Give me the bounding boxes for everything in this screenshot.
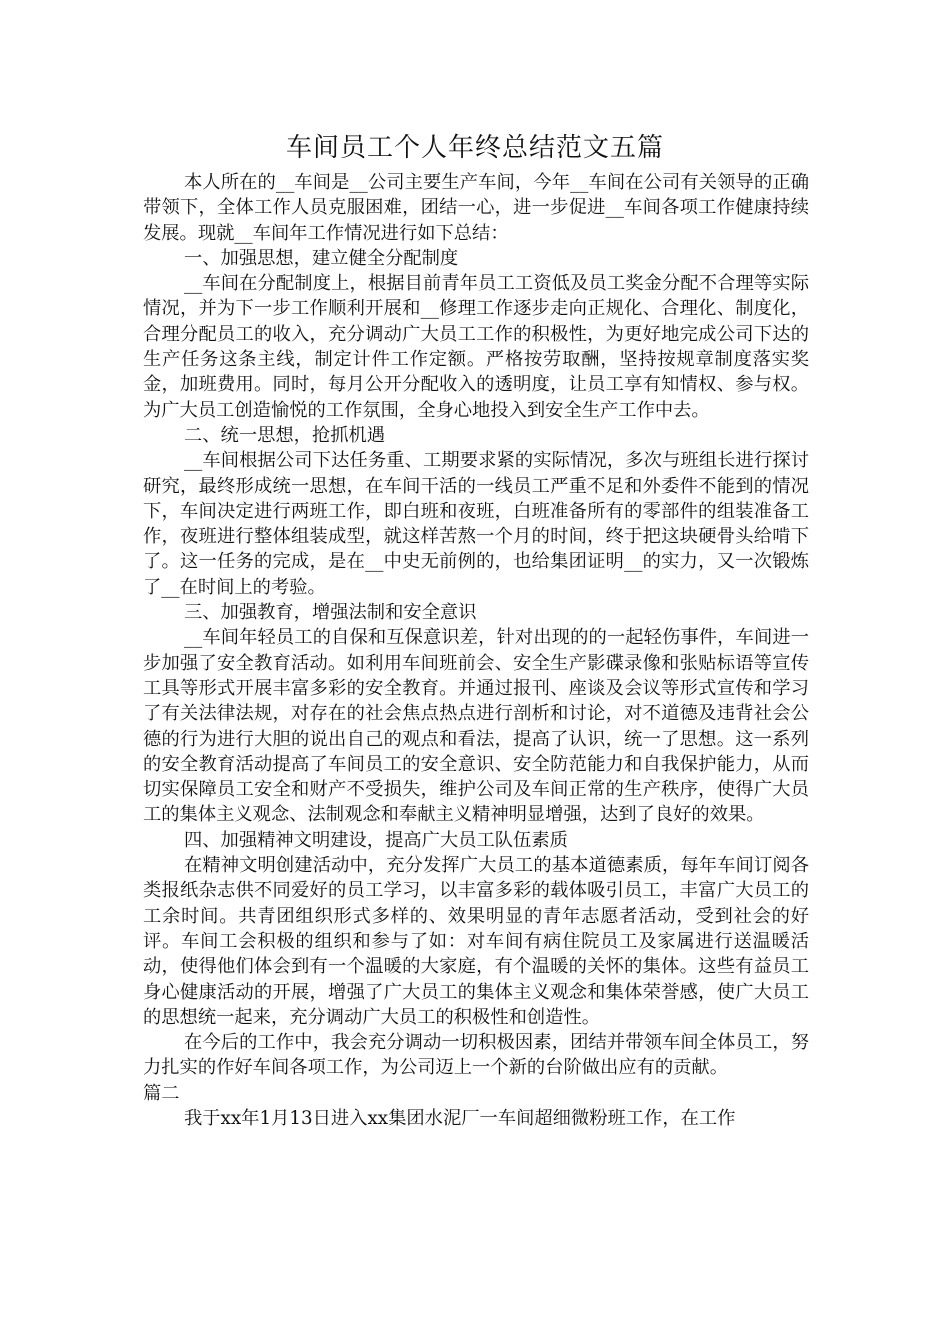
paragraph-section-3: __车间年轻员工的自保和互保意识差，针对出现的的一起轻伤事件，车间进一步加强了安全教育活动。如利用车间班前会、安全生产影碟录像和张贴标语等宣传工具等形式开展丰富多彩的安全教育。并通过报刊、座谈及会议等形式宣传和学习了有关法律法规，对存在的社会焦点热点进行剖析和讨论，对不道德及违背社会公德的行为进行大胆的说出自己的观点和看法，提高了认识，统一了思想。这一系列的安全教育活动提高了车间员工的安全意识、安全防范能力和自我保护能力，从而切实保障员工安全和财产不受损失，维护公司及车间正常的生产秩序，使得广大员工的集体主义观念、法制观念和奉献主义精神明显增强，达到了良好的效果。 (143, 627, 809, 826)
part-heading-2: 篇二 (143, 1082, 180, 1104)
section-heading-1: 一、加强思想，建立健全分配制度 (184, 247, 459, 269)
paragraph-part-2-start: 我于xx年1月13日进入xx集团水泥厂一车间超细微粉班工作，在工作 (184, 1107, 736, 1129)
paragraph-intro: 本人所在的__车间是__公司主要生产车间，今年__车间在公司有关领导的正确带领下，全体工作人员克服困难，团结一心，进一步促进__车间各项工作健康持续发展。现就__车间年工作情况进行如下总结： (143, 172, 809, 244)
section-heading-4: 四、加强精神文明建设，提高广大员工队伍素质 (184, 829, 568, 851)
paragraph-section-1: __车间在分配制度上，根据目前青年员工工资低及员工奖金分配不合理等实际情况，并为下一步工作顺利开展和__修理工作逐步走向正规化、合理化、制度化，合理分配员工的收入，充分调动广大员工工作的积极性，为更好地完成公司下达的生产任务这条主线，制定计件工作定额。严格按劳取酬，坚持按规章制度落实奖金，加班费用。同时，每月公开分配收入的透明度，让员工享有知情权、参与权。为广大员工创造愉悦的工作氛围，全身心地投入到安全生产工作中去。 (143, 273, 809, 421)
section-heading-2: 二、统一思想，抢抓机遇 (184, 424, 386, 446)
section-heading-3: 三、加强教育，增强法制和安全意识 (184, 602, 477, 624)
document-body (143, 170, 809, 1131)
paragraph-section-2: __车间根据公司下达任务重、工期要求紧的实际情况，多次与班组长进行探讨研究，最终形成统一思想，在车间干活的一线员工严重不足和外委件不能到的情况下，车间决定进行两班工作，即白班和夜班，白班准备所有的零部件的组装准备工作，夜班进行整体组装成型，就这样苦熬一个月的时间，终于把这块硬骨头给啃下了。这一任务的完成，是在__中史无前例的，也给集团证明__的实力，又一次锻炼了__在时间上的考验。 (143, 450, 809, 598)
paragraph-section-4: 在精神文明创建活动中，充分发挥广大员工的基本道德素质，每年车间订阅各类报纸杂志供不同爱好的员工学习，以丰富多彩的载体吸引员工，丰富广大员工的工余时间。共青团组织形式多样的、效果明显的青年志愿者活动，受到社会的好评。车间工会积极的组织和参与了如：对车间有病住院员工及家属进行送温暖活动，使得他们体会到有一个温暖的大家庭，有个温暖的关怀的集体。这些有益员工身心健康活动的开展，增强了广大员工的集体主义观念和集体荣誉感，使广大员工的思想统一起来，充分调动广大员工的积极性和创造性。 (143, 855, 809, 1028)
paragraph-conclusion: 在今后的工作中，我会充分调动一切积极因素，团结并带领车间全体员工，努力扎实的作好车间各项工作，为公司迈上一个新的台阶做出应有的贡献。 (143, 1032, 809, 1079)
document-title: 车间员工个人年终总结范文五篇 (285, 133, 664, 163)
